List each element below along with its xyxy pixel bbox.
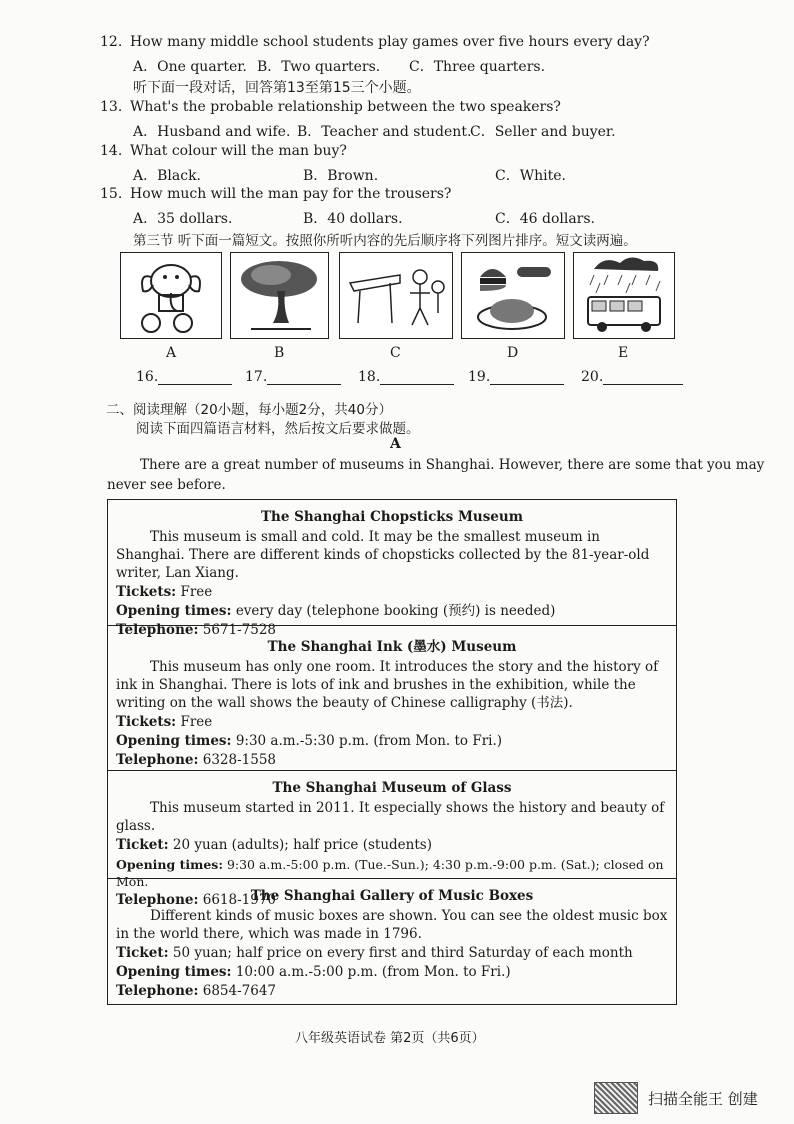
museum-hours: Opening times: 9:30 a.m.-5:00 p.m. (Tue.-Sun.); 4:30 p.m.-9:00 p.m. (Sat.); closed on Mon. xyxy=(116,857,664,889)
picture-c xyxy=(339,252,453,339)
picture-label: D xyxy=(507,345,519,361)
section-3-instruction: 第三节 听下面一篇短文。按照你所听内容的先后顺序将下列图片排序。短文读两遍。 xyxy=(133,233,637,249)
museum-hours: Opening times: every day (telephone booking (预约) is needed) xyxy=(116,603,556,619)
scanner-watermark xyxy=(594,1082,758,1114)
question-text: How much will the man pay for the trousers? xyxy=(130,186,452,202)
picture-label: C xyxy=(390,345,401,361)
museum-box-ink xyxy=(107,625,677,771)
question-14 xyxy=(100,143,347,159)
blank-number: 18. xyxy=(358,369,381,385)
option-a: A．35 dollars. xyxy=(133,211,233,227)
page-footer: 八年级英语试卷 第2页（共6页） xyxy=(295,1031,485,1046)
option-b: B．Two quarters. xyxy=(257,59,381,75)
answer-blank-17[interactable] xyxy=(245,369,341,385)
people-at-table-icon xyxy=(340,253,452,338)
museum-hours: Opening times: 9:30 a.m.-5:30 p.m. (from Mon. to Fri.) xyxy=(116,733,503,749)
blank-number: 20. xyxy=(581,369,604,385)
food-icon xyxy=(462,253,564,338)
question-12-options xyxy=(133,56,545,76)
question-13-options xyxy=(133,121,616,141)
museum-description: Different kinds of music boxes are shown. You can see the oldest music box in the world there, which was made in 1796. xyxy=(116,908,668,942)
option-b: B．Teacher and student. xyxy=(297,124,472,140)
reading-section-title: 二、阅读理解（20小题，每小题2分，共40分） xyxy=(106,402,392,418)
museum-box-music-boxes xyxy=(107,878,677,1005)
question-15-options xyxy=(133,208,595,228)
museum-phone: Telephone: 6328-1558 xyxy=(116,752,277,768)
picture-b xyxy=(230,252,329,339)
museum-description: This museum has only one room. It introduces the story and the history of ink in Shanghai. There is lots of ink and brushes in the exhibition, while the writing on the wall shows the beauty of Chinese calligraphy (书法). xyxy=(116,659,659,711)
picture-label: A xyxy=(166,345,177,361)
passage-intro-line-1: There are a great number of museums in Shanghai. However, there are some that you may xyxy=(140,457,765,473)
museum-ticket: Ticket: 20 yuan (adults); half price (students) xyxy=(116,837,432,853)
answer-blank-19[interactable] xyxy=(468,369,564,385)
answer-blank-20[interactable] xyxy=(581,369,683,385)
question-number: 15. xyxy=(100,186,123,202)
blank-number: 17. xyxy=(245,369,268,385)
option-a: A．Husband and wife. xyxy=(133,124,291,140)
museum-ticket: Ticket: 50 yuan; half price on every first and third Saturday of each month xyxy=(116,945,633,961)
picture-label: E xyxy=(618,345,629,361)
museum-name: The Shanghai Ink (墨水) Museum xyxy=(267,639,517,655)
passage-intro-line-2: never see before. xyxy=(107,477,226,493)
museum-name: The Shanghai Chopsticks Museum xyxy=(261,509,523,525)
picture-d xyxy=(461,252,565,339)
option-a: A．Black. xyxy=(133,168,201,184)
museum-phone: Telephone: 6854-7647 xyxy=(116,983,277,999)
qr-code-icon xyxy=(594,1082,638,1114)
museum-phone: Telephone: 5671-7528 xyxy=(116,622,277,638)
question-number: 13. xyxy=(100,99,123,115)
option-b: B．Brown. xyxy=(303,168,379,184)
instruction-13-15: 听下面一段对话，回答第13至第15三个小题。 xyxy=(133,80,421,96)
museum-box-chopsticks xyxy=(107,499,677,638)
option-b: B．40 dollars. xyxy=(303,211,403,227)
question-13 xyxy=(100,99,561,115)
elephant-and-animals-icon xyxy=(121,253,221,338)
question-15 xyxy=(100,186,451,202)
museum-description: This museum started in 2011. It especially shows the history and beauty of glass. xyxy=(116,800,665,834)
watermark-text: 扫描全能王 创建 xyxy=(648,1089,758,1108)
option-c: C．46 dollars. xyxy=(495,211,595,227)
question-text: How many middle school students play games over five hours every day? xyxy=(130,34,650,50)
museum-name: The Shanghai Gallery of Music Boxes xyxy=(250,888,534,904)
question-number: 12. xyxy=(100,34,123,50)
bus-in-rain-icon xyxy=(574,253,674,338)
museum-hours: Opening times: 10:00 a.m.-5:00 p.m. (from Mon. to Fri.) xyxy=(116,964,511,980)
question-text: What's the probable relationship between the two speakers? xyxy=(130,99,561,115)
option-a: A．One quarter. xyxy=(133,59,247,75)
option-c: C．White. xyxy=(495,168,566,184)
picture-label: B xyxy=(274,345,285,361)
question-12 xyxy=(100,34,650,50)
museum-name: The Shanghai Museum of Glass xyxy=(272,780,512,796)
reading-instruction: 阅读下面四篇语言材料，然后按文后要求做题。 xyxy=(136,421,420,437)
museum-ticket: Tickets: Free xyxy=(116,584,213,600)
question-number: 14. xyxy=(100,143,123,159)
picture-e xyxy=(573,252,675,339)
museum-phone: Telephone: 6618-1970 xyxy=(116,892,277,908)
tree-icon xyxy=(231,253,328,338)
answer-blank-18[interactable] xyxy=(358,369,454,385)
answer-blank-16[interactable] xyxy=(136,369,232,385)
option-c: C．Seller and buyer. xyxy=(470,124,616,140)
blank-number: 16. xyxy=(136,369,159,385)
museum-ticket: Tickets: Free xyxy=(116,714,213,730)
option-c: C．Three quarters. xyxy=(409,59,546,75)
question-text: What colour will the man buy? xyxy=(130,143,347,159)
passage-label: A xyxy=(390,436,401,452)
blank-number: 19. xyxy=(468,369,491,385)
question-14-options xyxy=(133,165,566,185)
picture-a xyxy=(120,252,222,339)
museum-description: This museum is small and cold. It may be the smallest museum in Shanghai. There are different kinds of chopsticks collected by the 81-year-old writer, Lan Xiang. xyxy=(116,529,650,581)
